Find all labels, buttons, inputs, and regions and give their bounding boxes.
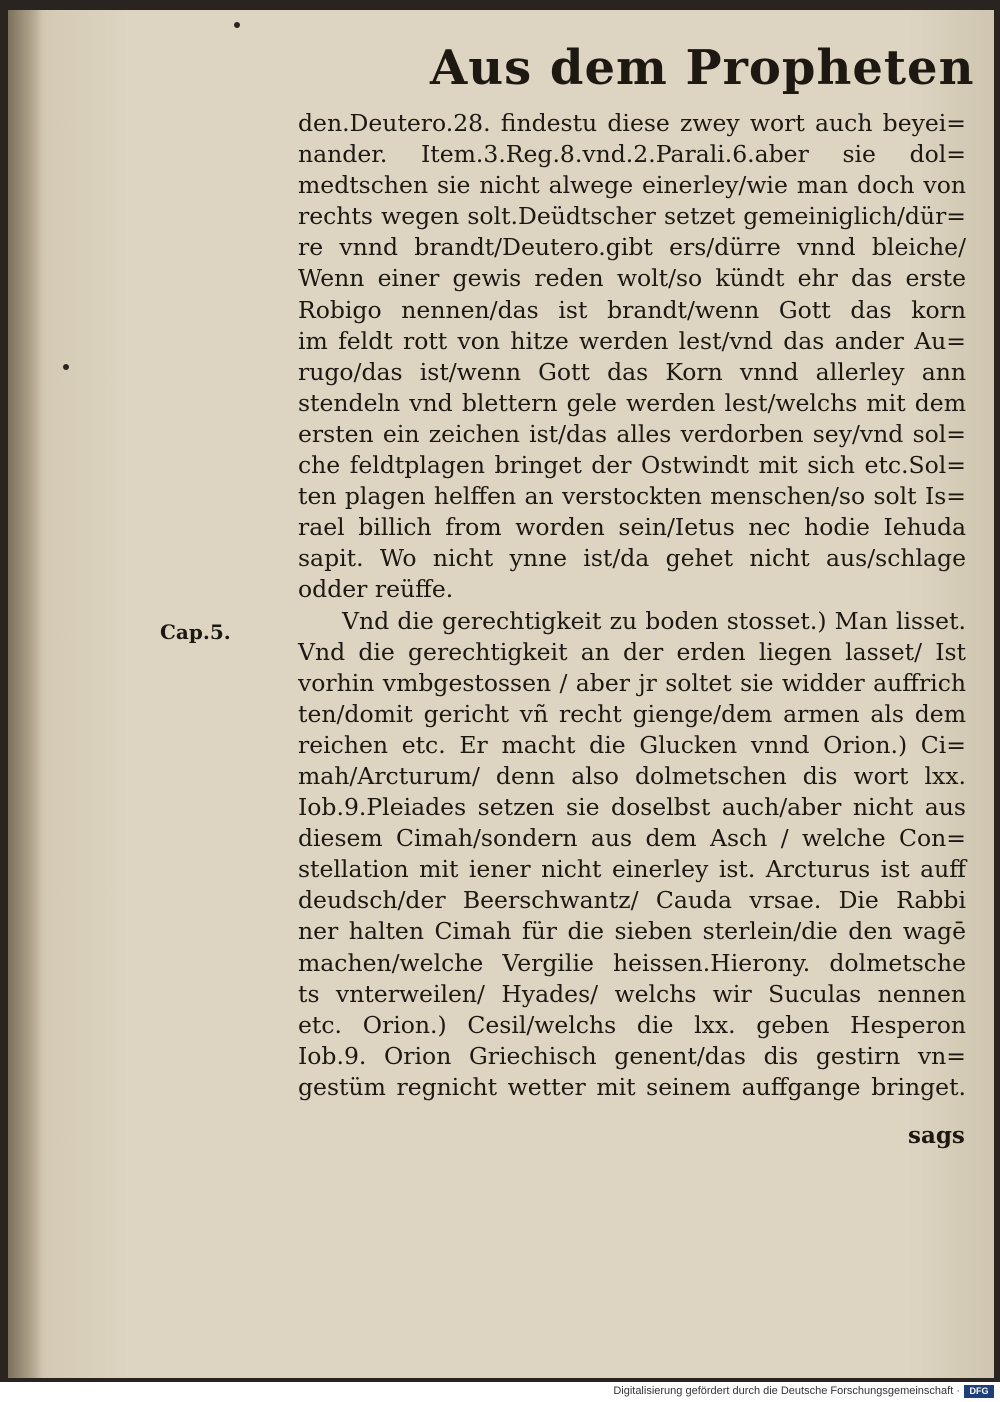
page-gutter-shadow (8, 10, 42, 1378)
text-line: deudsch/der Beerschwantz/ Cauda vrsae. Die Rabbi (298, 886, 966, 915)
text-line: Iob.9. Orion Griechisch genent/das dis gestirn vn= (298, 1041, 966, 1070)
text-line: machen/welche Vergilie heissen.Hierony. dolmetsche (298, 948, 966, 977)
text-line: stellation mit iener nicht einerley ist. Arcturus ist auff (298, 855, 966, 884)
dfg-logo[interactable]: DFG (964, 1385, 994, 1398)
text-line: diesem Cimah/sondern aus dem Asch / welche Con= (298, 824, 966, 853)
body-text (298, 108, 966, 1103)
text-line: ten/domit gericht vñ recht gienge/dem armen als dem (298, 699, 966, 728)
catchword: sags (908, 1122, 965, 1149)
text-line: nander. Item.3.Reg.8.vnd.2.Parali.6.aber sie dol= (298, 140, 966, 169)
text-line: ner halten Cimah für die sieben sterlein/die den wagē (298, 917, 966, 946)
text-line: Iob.9.Pleiades setzen sie doselbst auch/aber nicht aus (298, 793, 966, 822)
text-line: stendeln vnd blettern gele werden lest/welchs mit dem (298, 388, 966, 417)
text-line: rechts wegen solt.Deüdtscher setzet gemeiniglich/dür= (298, 202, 966, 231)
text-line: ten plagen helffen an verstockten menschen/so solt Is= (298, 482, 966, 511)
text-line: che feldtplagen bringet der Ostwindt mit sich etc.Sol= (298, 451, 966, 480)
text-line: gestüm regnicht wetter mit seinem auffgange bringet. (298, 1072, 966, 1101)
text-line: ts vnterweilen/ Hyades/ welchs wir Suculas nennen (298, 979, 966, 1008)
text-line: Wenn einer gewis reden wolt/so kündt ehr das erste (298, 264, 966, 293)
text-line: Vnd die gerechtigkeit an der erden liegen lasset/ Ist (298, 637, 966, 666)
text-line: vorhin vmbgestossen / aber jr soltet sie widder auffrich (298, 668, 966, 697)
text-line: Robigo nennen/das ist brandt/wenn Gott das korn (298, 295, 966, 324)
text-line: mah/Arcturum/ denn also dolmetschen dis wort lxx. (298, 761, 966, 790)
text-line: ersten ein zeichen ist/das alles verdorben sey/vnd sol= (298, 419, 966, 448)
page-dot-middle (63, 364, 69, 370)
text-line: etc. Orion.) Cesil/welchs die lxx. geben Hesperon (298, 1010, 966, 1039)
text-line: den.Deutero.28. findestu diese zwey wort auch beyei= (298, 109, 966, 137)
footer-credit: Digitalisierung gefördert durch die Deutsche Forschungsgemeinschaft · (613, 1385, 960, 1397)
text-line: odder reüffe. (298, 575, 454, 604)
text-line: Vnd die gerechtigkeit zu boden stosset.) Man lisset. (342, 606, 966, 635)
text-line: medtschen sie nicht alwege einerley/wie man doch von (298, 171, 966, 200)
text-line: re vnnd brandt/Deutero.gibt ers/dürre vnnd bleiche/ (298, 233, 966, 262)
text-line: reichen etc. Er macht die Glucken vnnd Orion.) Ci= (298, 730, 966, 759)
running-head: Aus dem Propheten (430, 40, 975, 96)
text-line: rugo/das ist/wenn Gott das Korn vnnd allerley ann (298, 357, 966, 386)
footer-bar (0, 1382, 1000, 1402)
text-line: sapit. Wo nicht ynne ist/da gehet nicht aus/schlage (298, 544, 966, 573)
margin-note-chapter: Cap.5. (160, 620, 231, 644)
page-dot-top (234, 22, 240, 28)
text-line: im feldt rott von hitze werden lest/vnd das ander Au= (298, 326, 966, 355)
text-line: rael billich from worden sein/Ietus nec hodie Iehuda (298, 513, 966, 542)
